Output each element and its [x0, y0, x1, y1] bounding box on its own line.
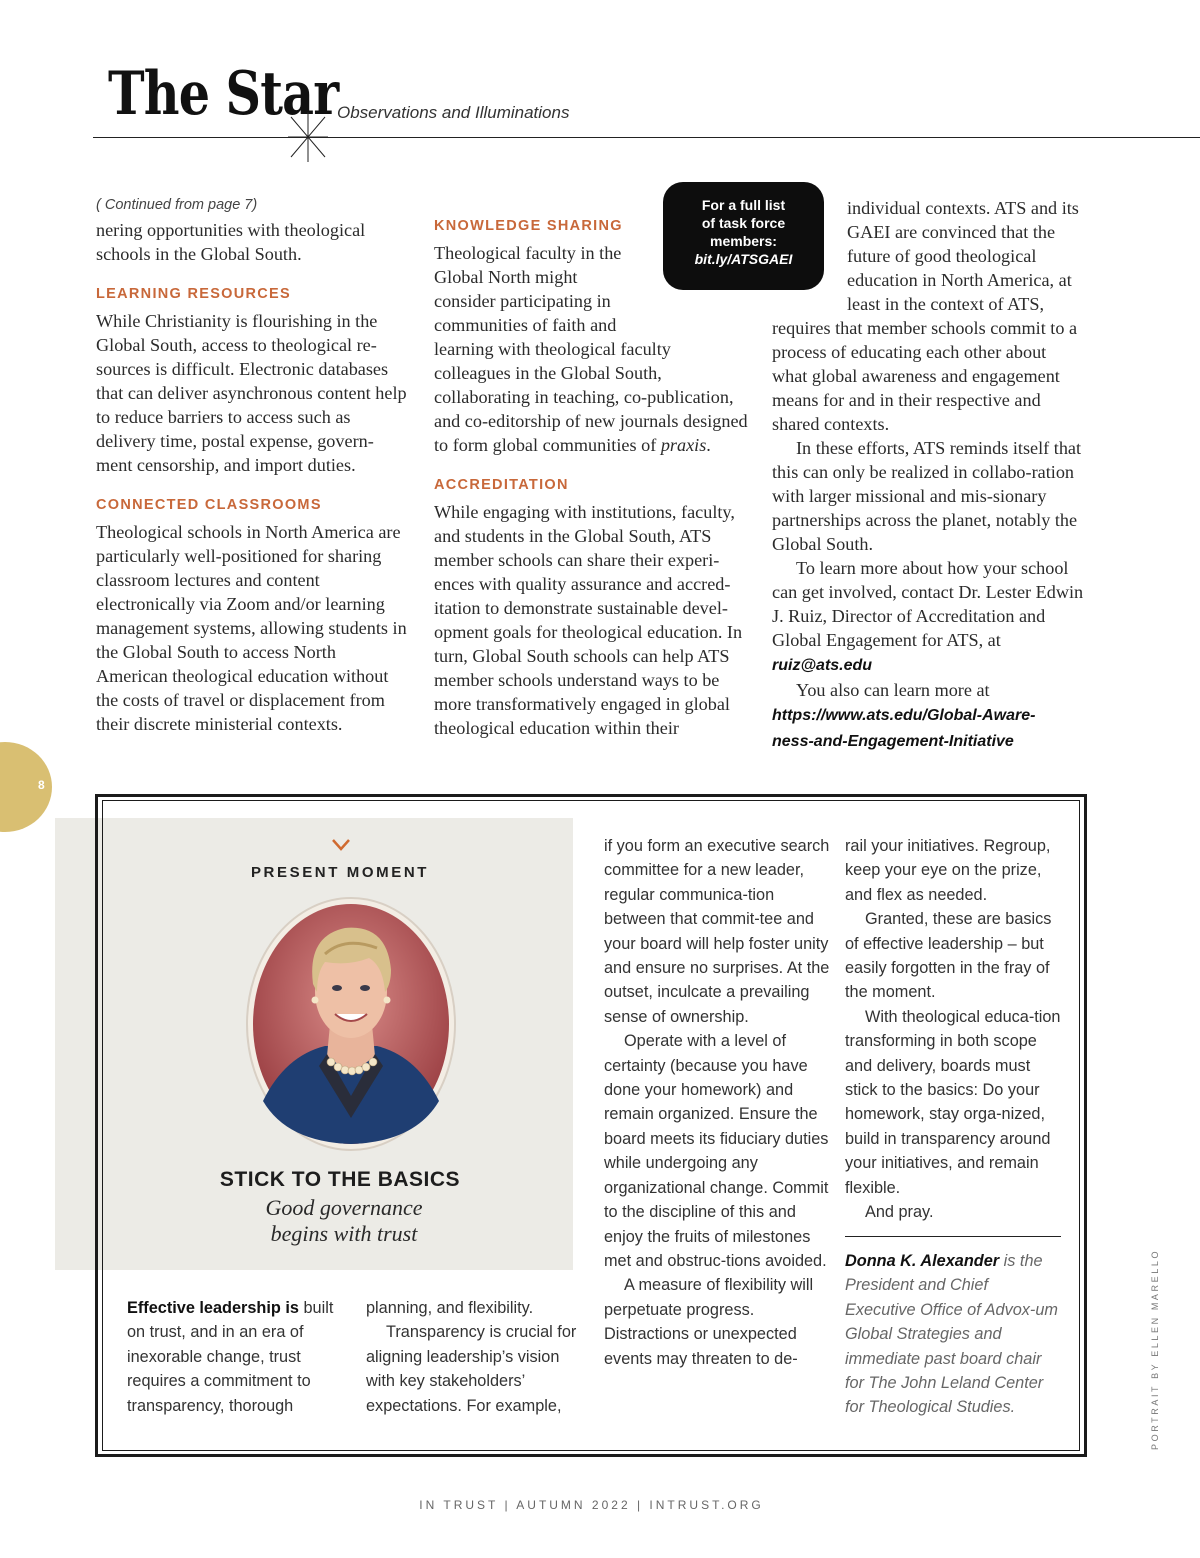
- feature-d-paragraph-4: And pray.: [865, 1203, 934, 1222]
- period: .: [706, 435, 711, 455]
- feature-subtitle: [55, 1195, 633, 1247]
- feature-lead-paragraph: [127, 1296, 342, 1418]
- bio-divider: [845, 1236, 1061, 1237]
- portrait-credit: PORTRAIT BY ELLEN MARELLO: [1150, 1248, 1160, 1450]
- portrait-illustration: [245, 896, 457, 1152]
- section-label-present-moment: PRESENT MOMENT: [250, 864, 430, 881]
- author-name: Donna K. Alexander: [845, 1252, 1000, 1270]
- feature-subtitle-line-2: begins with trust: [270, 1221, 418, 1246]
- initiative-url: [772, 702, 1086, 754]
- feature-column-a: [127, 1296, 342, 1418]
- masthead-title: The Star: [108, 59, 339, 129]
- article-column-3: [772, 196, 1086, 754]
- author-bio: [845, 1249, 1063, 1420]
- feature-column-c: [604, 834, 830, 1371]
- feature-b-paragraph-1: planning, and flexibility.: [366, 1299, 534, 1317]
- feature-c-paragraph-2: Operate with a level of certainty (because you have done your homework) and remain organized. Ensure the board meets its fiduciary duties while undergoing any organizational change. Commit to the discipline of this and enjoy the fruits of milestones met and obstruc-tions avoided.: [604, 1032, 829, 1270]
- feature-c-paragraph-3: A measure of flexibility will perpetuate progress. Distractions or unexpected events may threaten to de-: [604, 1276, 814, 1368]
- feature-b-paragraph-2: Transparency is crucial for aligning leadership’s vision with key stakeholders’ expectations. For example,: [366, 1323, 577, 1415]
- feature-d-paragraph-3: With theological educa-tion transforming in both scope and delivery, boards must stick to the basics: Do your homework, stay orga-nized, build in transparency around your initiatives, and remain flexible.: [845, 1007, 1061, 1197]
- contact-email-link[interactable]: ruiz@ats.edu: [772, 657, 873, 674]
- paragraph-accreditation: While engaging with institutions, faculty, and students in the Global South, ATS member schools can share their experi-ences with quality assurance and accred-itation to demonstrate sustainable devel-opment goals for theological education. In turn, Global South schools can help ATS member schools understand ways to be more transformatively engaged in global theological education within their: [434, 502, 743, 738]
- feature-lead-in: Effective leadership is: [127, 1299, 299, 1317]
- continued-note: ( Continued from page 7): [96, 197, 258, 213]
- paragraph-efforts: In these efforts, ATS reminds itself that this can only be realized in collabo-ration with larger missional and mis-sionary partnerships across the planet, notably the Global South.: [772, 438, 1082, 554]
- heading-accreditation: ACCREDITATION: [434, 477, 569, 493]
- knowledge-sharing-text: Theological faculty in the Global North might consider participating in communities of faith and learning with theological faculty colleagues in the Global South, collaborating in teaching, co-publication, and co-editorship of new journals designed to form global communities of: [434, 243, 748, 455]
- chevron-down-icon: [331, 838, 351, 852]
- callout-line-3: members:: [710, 233, 777, 249]
- callout-line-1: For a full list: [701, 197, 786, 213]
- callout-line-2: of task force: [701, 215, 786, 231]
- initiative-url-line-1[interactable]: https://www.ats.edu/Global-Aware-: [772, 707, 1036, 724]
- contexts-text: individual contexts. ATS and its GAEI are convinced that the future of good theological education in North America, at least in the context of ATS, requires that member schools commit to a process of educating each other about what global awareness and engagement means for and in their respective and shared contexts.: [772, 198, 1079, 434]
- header-rule: [93, 137, 1200, 138]
- paragraph-learn-more: You also can learn more at: [796, 680, 990, 700]
- page-footer: IN TRUST | AUTUMN 2022 | INTRUST.ORG: [419, 1498, 764, 1512]
- feature-d-paragraph-2: Granted, these are basics of effective leadership – but easily forgotten in the fray of the moment.: [845, 910, 1052, 1002]
- section-tagline: Observations and Illuminations: [337, 103, 570, 122]
- star-ornament-icon: [286, 110, 330, 164]
- paragraph-contexts: [772, 196, 1086, 436]
- paragraph-connected-classrooms: Theological schools in North America are particularly well-positioned for sharing classroom lectures and content electronically via Zoom and/or learning management systems, allowing students in the Global South to access North American theological education without the costs of travel or displacement from their discrete ministerial contexts.: [96, 522, 407, 734]
- contact-email-line: [772, 652, 1086, 678]
- paragraph-learning-resources: While Christianity is flourishing in the Global South, access to theological re-sources is difficult. Electronic databases that can deliver asynchronous content help to reduce barriers to access such as delivery time, postal expense, govern-ment censorship, and import duties.: [96, 311, 407, 475]
- heading-connected-classrooms: CONNECTED CLASSROOMS: [96, 497, 322, 513]
- feature-lead-text: built on trust, and in an era of inexorable change, trust requires a commitment to transparency, thorough: [127, 1299, 334, 1415]
- author-bio-text: is the President and Chief Executive Office of Advox-um Global Strategies and immediate past board chair for The John Leland Center for Theological Studies.: [845, 1252, 1058, 1417]
- praxis-word: praxis: [660, 435, 707, 455]
- feature-subtitle-line-1: Good governance: [265, 1195, 423, 1220]
- heading-knowledge-sharing: KNOWLEDGE SHARING: [434, 218, 623, 234]
- feature-column-b: [366, 1296, 591, 1418]
- column-1-intro: nering opportunities with theological schools in the Global South.: [96, 220, 366, 264]
- feature-column-d: [845, 834, 1061, 1225]
- article-column-1: [96, 196, 408, 736]
- paragraph-contact: To learn more about how your school can get involved, contact Dr. Lester Edwin J. Ruiz, Director of Accreditation and Global Engagement for ATS, at: [772, 558, 1084, 650]
- feature-d-paragraph-1: rail your initiatives. Regroup, keep your eye on the prize, and flex as needed.: [845, 837, 1051, 904]
- feature-title: STICK TO THE BASICS: [219, 1168, 461, 1191]
- feature-c-paragraph-1: if you form an executive search committee for a new leader, regular communica-tion between that commit-tee and your board will help foster unity and ensure no surprises. At the outset, inculcate a prevailing sense of ownership.: [604, 837, 830, 1026]
- page-number: 8: [38, 778, 45, 792]
- callout-link[interactable]: bit.ly/ATSGAEI: [694, 251, 793, 267]
- initiative-url-line-2[interactable]: ness-and-Engagement-Initiative: [772, 733, 1014, 750]
- heading-learning-resources: LEARNING RESOURCES: [96, 286, 291, 302]
